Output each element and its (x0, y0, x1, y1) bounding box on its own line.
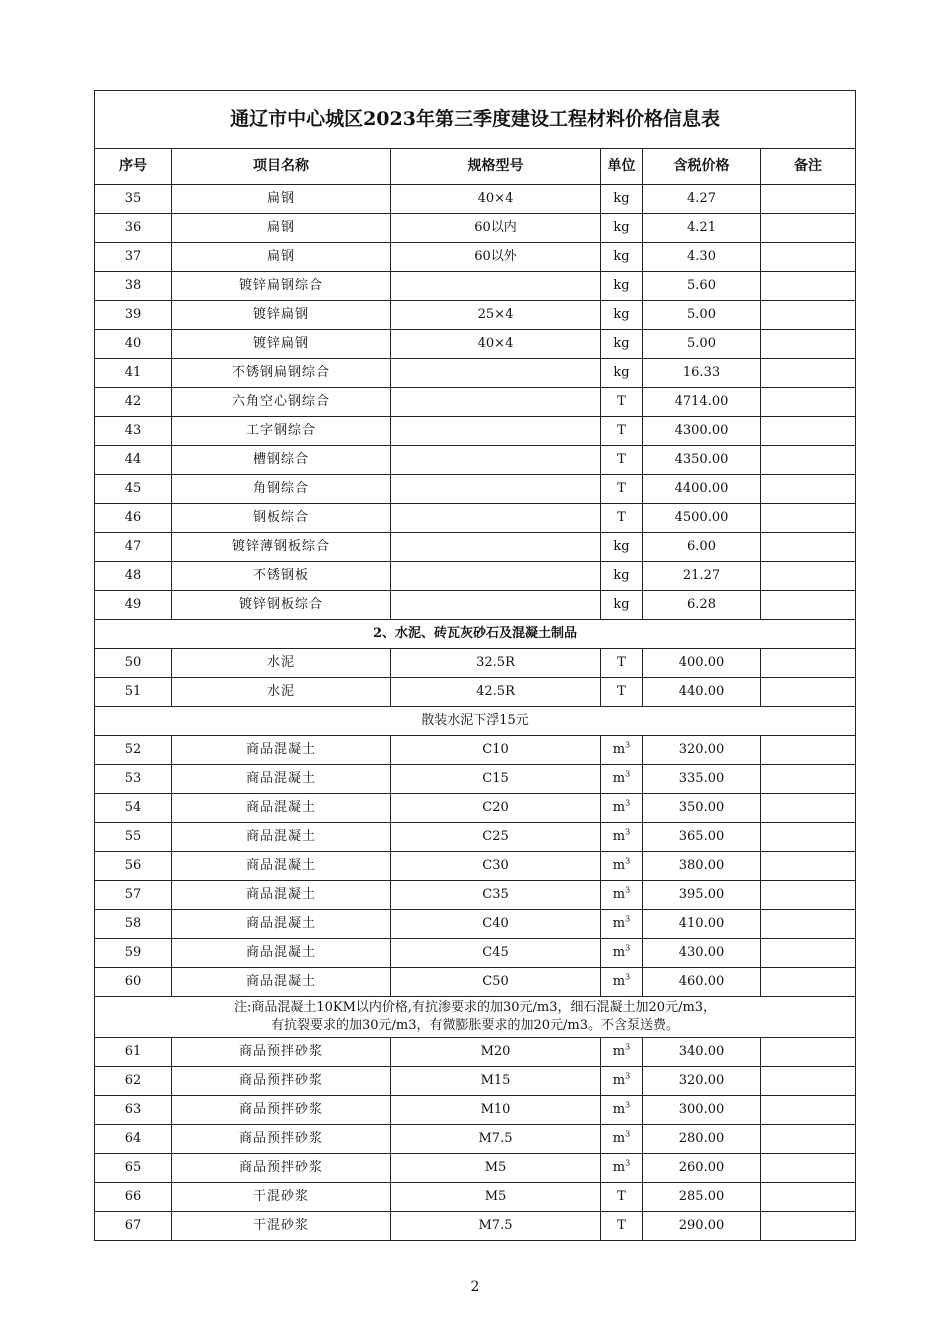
row-name: 商品预拌砂浆 (172, 1038, 391, 1067)
row-spec: 60以内 (391, 214, 601, 243)
row-no: 48 (95, 562, 172, 591)
row-unit: T (601, 649, 643, 678)
row-name: 水泥 (172, 678, 391, 707)
row-price: 4400.00 (643, 475, 761, 504)
row-spec (391, 417, 601, 446)
row-unit (601, 852, 643, 881)
row-remark (761, 968, 856, 997)
unit-superscript: 3 (625, 885, 631, 895)
row-no: 51 (95, 678, 172, 707)
table-row (95, 1212, 856, 1241)
table-title: 通辽市中心城区2023年第三季度建设工程材料价格信息表 (95, 91, 856, 149)
row-unit (601, 794, 643, 823)
unit-base: m (612, 1073, 626, 1089)
table-row (95, 939, 856, 968)
row-spec: 32.5R (391, 649, 601, 678)
row-name: 镀锌扁钢综合 (172, 272, 391, 301)
price-table-body (95, 91, 856, 1241)
row-remark (761, 1125, 856, 1154)
row-name: 镀锌钢板综合 (172, 591, 391, 620)
row-price: 4714.00 (643, 388, 761, 417)
row-name: 六角空心钢综合 (172, 388, 391, 417)
header-unit: 单位 (601, 149, 643, 185)
row-spec: C15 (391, 765, 601, 794)
unit-superscript: 3 (625, 1042, 631, 1052)
row-unit: kg (601, 214, 643, 243)
row-remark (761, 243, 856, 272)
unit-superscript: 3 (625, 798, 631, 808)
row-unit (601, 1125, 643, 1154)
row-price: 400.00 (643, 649, 761, 678)
table-row (95, 388, 856, 417)
row-unit: kg (601, 330, 643, 359)
section-heading (95, 620, 856, 649)
concrete-note-line-1: 注:商品混凝土10KM以内价格,有抗渗要求的加30元/m3，细石混凝土加20元/m3， (233, 1000, 717, 1016)
row-price: 410.00 (643, 910, 761, 939)
row-unit (601, 939, 643, 968)
row-no: 44 (95, 446, 172, 475)
row-unit: T (601, 388, 643, 417)
row-price: 6.00 (643, 533, 761, 562)
row-name: 商品混凝土 (172, 823, 391, 852)
row-spec: M5 (391, 1183, 601, 1212)
row-price: 5.00 (643, 301, 761, 330)
row-name: 商品混凝土 (172, 794, 391, 823)
row-name: 角钢综合 (172, 475, 391, 504)
table-row (95, 243, 856, 272)
row-remark (761, 1212, 856, 1241)
unit-superscript: 3 (625, 1129, 631, 1139)
row-no: 62 (95, 1067, 172, 1096)
row-name: 不锈钢板 (172, 562, 391, 591)
row-no: 47 (95, 533, 172, 562)
row-remark (761, 1096, 856, 1125)
cement-note (95, 707, 856, 736)
row-unit: T (601, 446, 643, 475)
row-unit: T (601, 1212, 643, 1241)
unit-base: m (612, 1160, 626, 1176)
row-spec: C10 (391, 736, 601, 765)
row-price: 395.00 (643, 881, 761, 910)
table-row (95, 1067, 856, 1096)
unit-superscript: 3 (625, 943, 631, 953)
table-row (95, 649, 856, 678)
row-remark (761, 678, 856, 707)
row-remark (761, 475, 856, 504)
unit-base: m (612, 858, 626, 874)
row-spec: C30 (391, 852, 601, 881)
table-row (95, 1096, 856, 1125)
section-heading-row (95, 620, 856, 649)
row-price: 350.00 (643, 794, 761, 823)
unit-superscript: 3 (625, 914, 631, 924)
row-spec: M20 (391, 1038, 601, 1067)
row-name: 商品混凝土 (172, 968, 391, 997)
row-unit: kg (601, 185, 643, 214)
row-no: 55 (95, 823, 172, 852)
row-unit (601, 1067, 643, 1096)
row-unit: kg (601, 591, 643, 620)
row-remark (761, 388, 856, 417)
table-row (95, 214, 856, 243)
row-unit (601, 736, 643, 765)
row-remark (761, 794, 856, 823)
row-unit (601, 910, 643, 939)
unit-base: m (612, 742, 626, 758)
row-no: 53 (95, 765, 172, 794)
header-spec: 规格型号 (391, 149, 601, 185)
row-name: 扁钢 (172, 185, 391, 214)
row-unit: T (601, 678, 643, 707)
row-unit (601, 1038, 643, 1067)
row-remark (761, 591, 856, 620)
row-spec (391, 562, 601, 591)
row-no: 35 (95, 185, 172, 214)
row-price: 285.00 (643, 1183, 761, 1212)
header-remark: 备注 (761, 149, 856, 185)
row-spec (391, 388, 601, 417)
row-price: 320.00 (643, 1067, 761, 1096)
table-row (95, 185, 856, 214)
row-unit: kg (601, 272, 643, 301)
row-name: 商品预拌砂浆 (172, 1154, 391, 1183)
row-remark (761, 417, 856, 446)
unit-superscript: 3 (625, 1158, 631, 1168)
table-row (95, 272, 856, 301)
row-remark (761, 1183, 856, 1212)
row-no: 46 (95, 504, 172, 533)
row-no: 54 (95, 794, 172, 823)
row-no: 59 (95, 939, 172, 968)
row-name: 镀锌薄钢板综合 (172, 533, 391, 562)
header-no: 序号 (95, 149, 172, 185)
row-remark (761, 446, 856, 475)
row-remark (761, 185, 856, 214)
row-name: 商品混凝土 (172, 765, 391, 794)
row-price: 320.00 (643, 736, 761, 765)
row-no: 43 (95, 417, 172, 446)
row-spec: 25×4 (391, 301, 601, 330)
row-unit: T (601, 504, 643, 533)
concrete-note-row (95, 997, 856, 1038)
row-remark (761, 1067, 856, 1096)
row-remark (761, 852, 856, 881)
row-remark (761, 214, 856, 243)
unit-base: m (612, 1044, 626, 1060)
row-remark (761, 881, 856, 910)
row-name: 商品混凝土 (172, 736, 391, 765)
row-price: 4300.00 (643, 417, 761, 446)
table-row (95, 1183, 856, 1212)
row-spec: C20 (391, 794, 601, 823)
row-unit: kg (601, 533, 643, 562)
row-name: 扁钢 (172, 243, 391, 272)
concrete-note-line-2: 有抗裂要求的加30元/m3，有微膨胀要求的加20元/m3。不含泵送费。 (270, 1018, 680, 1033)
row-remark (761, 272, 856, 301)
table-row (95, 852, 856, 881)
row-spec (391, 504, 601, 533)
row-spec: C50 (391, 968, 601, 997)
table-row (95, 1125, 856, 1154)
row-spec: M10 (391, 1096, 601, 1125)
row-spec: C35 (391, 881, 601, 910)
row-price: 260.00 (643, 1154, 761, 1183)
row-price: 460.00 (643, 968, 761, 997)
row-unit: T (601, 1183, 643, 1212)
row-unit: T (601, 475, 643, 504)
row-unit: kg (601, 359, 643, 388)
row-no: 56 (95, 852, 172, 881)
row-no: 61 (95, 1038, 172, 1067)
row-no: 37 (95, 243, 172, 272)
row-spec: C40 (391, 910, 601, 939)
row-no: 58 (95, 910, 172, 939)
row-unit: kg (601, 301, 643, 330)
unit-superscript: 3 (625, 1100, 631, 1110)
table-row (95, 1038, 856, 1067)
row-name: 干混砂浆 (172, 1183, 391, 1212)
row-remark (761, 1154, 856, 1183)
row-no: 57 (95, 881, 172, 910)
row-spec (391, 591, 601, 620)
row-price: 380.00 (643, 852, 761, 881)
row-name: 商品预拌砂浆 (172, 1067, 391, 1096)
row-price: 335.00 (643, 765, 761, 794)
row-unit (601, 968, 643, 997)
row-remark (761, 649, 856, 678)
cement-note-text: 散装水泥下浮15元 (421, 713, 529, 729)
row-name: 商品混凝土 (172, 881, 391, 910)
row-price: 280.00 (643, 1125, 761, 1154)
row-name: 钢板综合 (172, 504, 391, 533)
row-price: 290.00 (643, 1212, 761, 1241)
header-price: 含税价格 (643, 149, 761, 185)
unit-superscript: 3 (625, 827, 631, 837)
row-unit (601, 881, 643, 910)
row-spec: M7.5 (391, 1212, 601, 1241)
row-unit: kg (601, 243, 643, 272)
row-no: 36 (95, 214, 172, 243)
unit-superscript: 3 (625, 972, 631, 982)
unit-superscript: 3 (625, 740, 631, 750)
table-row (95, 475, 856, 504)
row-price: 6.28 (643, 591, 761, 620)
row-name: 槽钢综合 (172, 446, 391, 475)
row-name: 商品混凝土 (172, 910, 391, 939)
table-row (95, 678, 856, 707)
row-price: 4.21 (643, 214, 761, 243)
row-remark (761, 765, 856, 794)
row-spec: 40×4 (391, 330, 601, 359)
row-remark (761, 910, 856, 939)
row-spec: C25 (391, 823, 601, 852)
row-name: 工字钢综合 (172, 417, 391, 446)
row-price: 440.00 (643, 678, 761, 707)
row-price: 4500.00 (643, 504, 761, 533)
row-name: 镀锌扁钢 (172, 330, 391, 359)
unit-base: m (612, 1131, 626, 1147)
table-row (95, 968, 856, 997)
unit-base: m (612, 1102, 626, 1118)
row-no: 60 (95, 968, 172, 997)
price-table-sheet (94, 90, 855, 1241)
row-no: 45 (95, 475, 172, 504)
row-no: 65 (95, 1154, 172, 1183)
row-no: 38 (95, 272, 172, 301)
row-price: 16.33 (643, 359, 761, 388)
unit-superscript: 3 (625, 1071, 631, 1081)
row-spec: 42.5R (391, 678, 601, 707)
row-spec (391, 475, 601, 504)
row-spec: 40×4 (391, 185, 601, 214)
table-row (95, 301, 856, 330)
row-remark (761, 330, 856, 359)
table-row (95, 881, 856, 910)
row-remark (761, 562, 856, 591)
row-no: 64 (95, 1125, 172, 1154)
row-remark (761, 939, 856, 968)
unit-base: m (612, 974, 626, 990)
unit-superscript: 3 (625, 769, 631, 779)
table-row (95, 533, 856, 562)
row-spec (391, 446, 601, 475)
row-price: 430.00 (643, 939, 761, 968)
row-name: 商品预拌砂浆 (172, 1125, 391, 1154)
unit-superscript: 3 (625, 856, 631, 866)
row-spec (391, 272, 601, 301)
row-unit (601, 765, 643, 794)
header-name: 项目名称 (172, 149, 391, 185)
table-row (95, 417, 856, 446)
row-remark (761, 533, 856, 562)
table-row (95, 794, 856, 823)
row-spec: M15 (391, 1067, 601, 1096)
row-no: 40 (95, 330, 172, 359)
row-price: 300.00 (643, 1096, 761, 1125)
row-no: 66 (95, 1183, 172, 1212)
table-row (95, 562, 856, 591)
unit-base: m (612, 916, 626, 932)
row-name: 商品混凝土 (172, 939, 391, 968)
row-remark (761, 301, 856, 330)
table-row (95, 823, 856, 852)
row-price: 5.00 (643, 330, 761, 359)
table-row (95, 736, 856, 765)
table-row (95, 504, 856, 533)
row-no: 50 (95, 649, 172, 678)
row-name: 扁钢 (172, 214, 391, 243)
price-table (94, 90, 856, 1241)
row-price: 4.30 (643, 243, 761, 272)
row-name: 镀锌扁钢 (172, 301, 391, 330)
table-row (95, 359, 856, 388)
unit-base: m (612, 829, 626, 845)
row-remark (761, 1038, 856, 1067)
table-row (95, 446, 856, 475)
table-row (95, 330, 856, 359)
row-no: 41 (95, 359, 172, 388)
table-row (95, 1154, 856, 1183)
row-remark (761, 359, 856, 388)
row-no: 67 (95, 1212, 172, 1241)
row-unit: kg (601, 562, 643, 591)
section-heading-text: 2、水泥、砖瓦灰砂石及混凝土制品 (372, 626, 578, 642)
row-name: 不锈钢扁钢综合 (172, 359, 391, 388)
row-no: 63 (95, 1096, 172, 1125)
cement-note-row (95, 707, 856, 736)
row-no: 52 (95, 736, 172, 765)
table-row (95, 910, 856, 939)
row-price: 4.27 (643, 185, 761, 214)
row-unit (601, 1154, 643, 1183)
row-unit (601, 1096, 643, 1125)
row-name: 干混砂浆 (172, 1212, 391, 1241)
concrete-note (95, 997, 856, 1038)
unit-base: m (612, 887, 626, 903)
table-row (95, 591, 856, 620)
row-name: 水泥 (172, 649, 391, 678)
title-row (95, 91, 856, 149)
row-price: 340.00 (643, 1038, 761, 1067)
row-spec (391, 359, 601, 388)
row-spec: 60以外 (391, 243, 601, 272)
row-price: 365.00 (643, 823, 761, 852)
header-row (95, 149, 856, 185)
row-spec: M5 (391, 1154, 601, 1183)
row-no: 39 (95, 301, 172, 330)
row-name: 商品混凝土 (172, 852, 391, 881)
row-spec: C45 (391, 939, 601, 968)
row-remark (761, 504, 856, 533)
row-remark (761, 823, 856, 852)
row-no: 49 (95, 591, 172, 620)
row-unit (601, 823, 643, 852)
row-spec (391, 533, 601, 562)
row-price: 4350.00 (643, 446, 761, 475)
row-spec: M7.5 (391, 1125, 601, 1154)
row-remark (761, 736, 856, 765)
unit-base: m (612, 945, 626, 961)
row-name: 商品预拌砂浆 (172, 1096, 391, 1125)
row-unit: T (601, 417, 643, 446)
unit-base: m (612, 771, 626, 787)
row-price: 21.27 (643, 562, 761, 591)
unit-base: m (612, 800, 626, 816)
table-row (95, 765, 856, 794)
row-no: 42 (95, 388, 172, 417)
row-price: 5.60 (643, 272, 761, 301)
page-number: 2 (470, 1279, 480, 1295)
